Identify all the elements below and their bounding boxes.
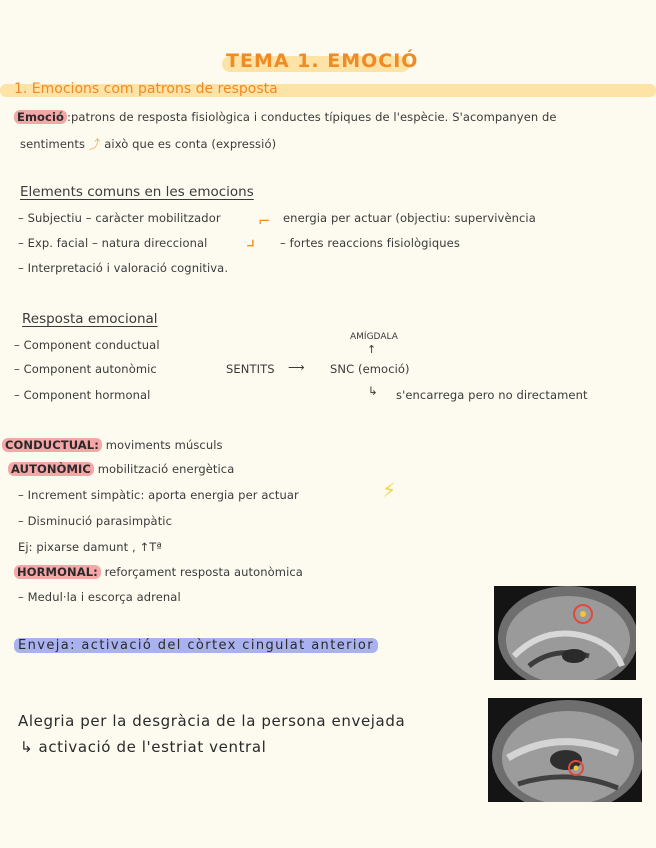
elements-line-1b: energia per actuar (objectiu: supervivència xyxy=(283,211,536,225)
snc-label: SNC (emoció) xyxy=(330,362,410,376)
mri-brain-image-2 xyxy=(488,698,642,802)
autonomic-text: mobilització energètica xyxy=(97,462,235,476)
conductual-line xyxy=(2,438,223,452)
enveja-line xyxy=(14,638,378,653)
autonomic-line xyxy=(8,462,234,476)
snc-note: s'encarrega pero no directament xyxy=(396,388,588,402)
hormonal-text: reforçament resposta autonòmica xyxy=(104,565,303,579)
up-arrow-icon: ↑ xyxy=(367,343,377,356)
page-title: TEMA 1. EMOCIÓ xyxy=(226,50,419,72)
autonomic-label: AUTONÒMIC xyxy=(8,462,94,476)
sentits-label: SENTITS xyxy=(226,362,275,376)
emocio-sentiments xyxy=(20,136,276,152)
autonomic-item-1: – Increment simpàtic: aporta energia per actuar xyxy=(18,488,299,502)
elements-line-2: – Exp. facial – natura direccional xyxy=(18,236,208,250)
resposta-heading: Resposta emocional xyxy=(22,311,158,327)
elements-heading: Elements comuns en les emocions xyxy=(20,184,254,200)
right-arrow-icon: ⟶ xyxy=(288,360,305,374)
sentiments-word: sentiments xyxy=(20,137,86,151)
emocio-definition: Emoció :patrons de resposta fisiològica i conductes típiques de l'espècie. S'acompanyen de xyxy=(14,110,557,124)
expressio-text: això que es conta (expressió) xyxy=(104,137,277,151)
emocio-label: Emoció xyxy=(14,110,67,124)
elements-line-1: – Subjectiu – caràcter mobilitzador xyxy=(18,211,221,225)
autonomic-item-2: – Disminució parasimpàtic xyxy=(18,514,173,528)
autonomic-example: Ej: pixarse damunt , ↑Tª xyxy=(18,540,162,554)
alegria-line-2: ↳ activació de l'estriat ventral xyxy=(20,738,267,756)
mri-brain-image-1 xyxy=(494,586,636,680)
hormonal-line xyxy=(14,565,303,579)
lightning-bolt-icon: ⚡ xyxy=(382,478,397,502)
component-hormonal: – Component hormonal xyxy=(14,388,151,402)
hook-arrow-icon: ↳ xyxy=(368,384,378,398)
component-conductual: – Component conductual xyxy=(14,338,160,352)
bracket-arrow-icon: ⌐ xyxy=(258,212,271,230)
elements-line-2b: – fortes reaccions fisiològiques xyxy=(280,236,460,250)
emocio-text: patrons de resposta fisiològica i conductes típiques de l'espècie. S'acompanyen de xyxy=(70,110,557,124)
enveja-text: Enveja: activació del còrtex cingulat anterior xyxy=(14,638,378,653)
amigdala-label: AMÍGDALA xyxy=(350,332,398,342)
hormonal-label: HORMONAL: xyxy=(14,565,101,579)
conductual-text: moviments músculs xyxy=(105,438,223,452)
arrow-icon: ⤴ xyxy=(85,137,105,151)
conductual-label: CONDUCTUAL: xyxy=(2,438,102,452)
alegria-line-1: Alegria per la desgràcia de la persona envejada xyxy=(18,712,406,730)
component-autonomic: – Component autonòmic xyxy=(14,362,157,376)
elements-line-3: – Interpretació i valoració cognitiva. xyxy=(18,261,229,275)
bracket-brace-icon: ⌟ xyxy=(246,226,256,250)
section-title: 1. Emocions com patrons de resposta xyxy=(14,81,278,97)
hormonal-item-1: – Medul·la i escorça adrenal xyxy=(18,590,181,604)
